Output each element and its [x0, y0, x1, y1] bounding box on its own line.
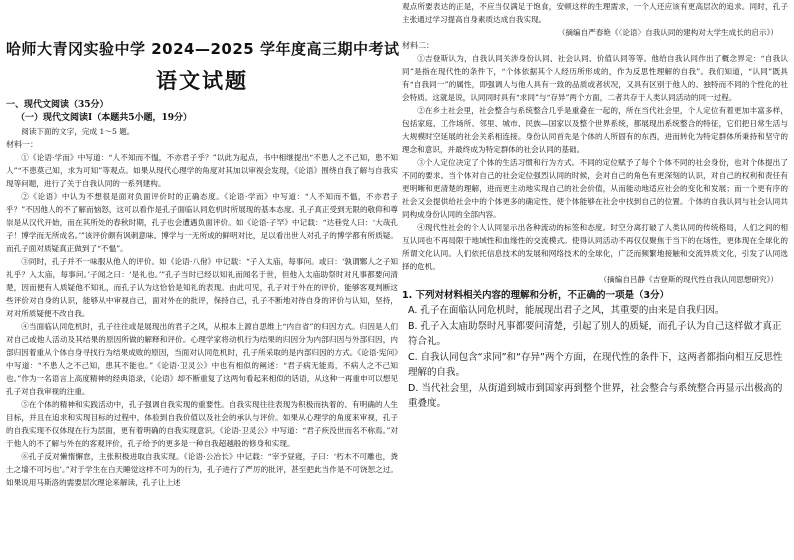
reading-instruction: 阅读下面的文字，完成 1～5 题。: [21, 127, 135, 136]
question-option-c: C. 自我认同包含“求同”和“存异”两个方面，在现代性的条件下，这两者都指向相互反思性理解的自我。: [408, 351, 783, 378]
material-two-source: （摘编自吕静《吉登斯的现代性自我认同思想研究》）: [599, 275, 778, 284]
subject-title: 语文试题: [156, 69, 248, 93]
question-option-a: A. 孔子在面临认同危机时，能展现出君子之风，其重要的由来是自我归因。: [408, 305, 725, 316]
material-one-label: 材料一：: [6, 140, 38, 149]
material-two-paragraph: ①吉登斯认为，自我认同关涉身份认同、社会认同、价值认同等等。他给自我认同作出了概念界定：“自我认同”是指在现代性的条件下，“个体依据其个人经历所形成的，作为反思性理解的自我”。我们知道，“认同”既具有“自我同一”的属性，即强调人与他人具有一致的品质或者状况，又具有区别于他人的、独特而不同的个性化的社会特质。这就是说，认同同时具有“求同”与“存异”两个方面，二者共存于人类认同活动的同一过程。: [402, 54, 788, 102]
section-heading: 一、现代文阅读（35分）: [6, 100, 109, 110]
question-option-d: D. 当代社会里，从街道到城市到国家再到整个世界，社会整合与系统整合再显示出极高的重叠度。: [408, 382, 783, 409]
material-two-paragraph: ②在乡土社会里，社会整合与系统整合几乎是重叠在一起的，所在当代社会里，个人定位有着更加丰富多样，包括家庭、工作场所、邻里、城市、民族—国家以及整个世界系统，都展现出系统整合的特征，它们把日常生活与大规模时空延展的社会关系相连接。身份认同首先是个体的人所固有的东西，进而转化为特定群体所秉持和坚守的理念和意识，并最终成为特定群体的社会认同的基础。: [402, 106, 788, 154]
material-one-paragraph: ②《论语》中认为不想很是面对负面评价时的正确态度。《论语·学而》中写道：“人不知而不愠，不亦君子乎？”不因他人的不了解而恼怒，这可以看作是孔子面临认同危机时所展现的基本态度。孔子真正受到无限的敬仰和尊崇是从汉代开始，而在其所处的春秋时期，孔子也会遭遇负面评价。如《论语·子罕》中记载：“达巷党人曰：‘大哉孔子！博学而无所成名。’”该评价颇有讽刺意味。博学与一无所成的鲜明对比，足以看出世人对孔子的博学都有所质疑。而孔子面对质疑真正做到了“不愠”。: [6, 192, 398, 253]
question-option-b: B. 孔子入太庙助祭时凡事都要问清楚，引起了别人的质疑，而孔子认为自己这样做才真正符合礼。: [408, 320, 782, 347]
exam-title: 哈师大青冈实验中学 2024—2025 学年度高三期中考试: [6, 40, 400, 58]
material-two-paragraph: ④现代性社会的个人认同显示出各种流动的标签和态度。时空分离打破了人类认同的传统格局，人们之间的相互认同也不再局限于地域性和血缘性的交流模式。使得认同活动不再仅仅聚焦于当下的在场性，更体现在全球化的所谓文化认同。人们依托信息技术的发展和网络技术的全球化，广泛而频繁地接触和交流异质文化，引发了认同选择的危机。: [402, 223, 788, 271]
material-one-source: （摘编自严春艳《〈论语〉自我认同的建构对大学生成长的启示》）: [557, 28, 778, 37]
material-one-paragraph: ④当面临认同危机时，孔子往往或是展现出的君子之风，从根本上源自思维上“内自省”的归因方式。归因是人们对自己或他人活动及其结果的原因所做的解释和评价。心理学家将动机行为结果的归因分为内部归因与外部归因，内部归因着重从个体自身寻找行为结果成败的原因，当面对认同危机时，孔子所采取的是内部归因的方式。《论语·宪问》中写道：“不患人之不己知，患其不能也。”《论语·卫灵公》中也有相似的阐述：“君子病无能焉，不病人之不己知也。”作为一名语言上高度精神的经典语录，《论语》却不断重复了这两句看起来相似的话语，从这种一再重申可以想见孔子对自我审视的注重。: [6, 322, 398, 396]
right-column: [402, 0, 788, 412]
left-column: [6, 0, 398, 489]
material-one-paragraph: ③同时，孔子并不一味服从他人的评价。如《论语·八佾》中记载：“子入太庙，每事问。或曰：‘孰谓鄹人之子知礼乎？入太庙，每事问。’子闻之曰：‘是礼也。’”孔子当时已经以知礼而闻名于世，但他入太庙助祭时对凡事都要问清楚，因而便有人质疑他不知礼，而孔子认为这恰恰是知礼的表现。由此可见，孔子对于外在的评价，能够客观判断这些评价对自身的认识，能够从中审视自己，面对外在的批评，保持自己，孔子不断地对待自身的评价与认知，坚持，对对所质疑便不改自我。: [6, 257, 398, 318]
question-stem: 1. 下列对材料相关内容的理解和分析，不正确的一项是（3分）: [402, 290, 670, 301]
material-one-paragraph: ⑤在个体的精神和实践活动中，孔子强调自我实现的重要性。自我实现往往表现为积极而执着的、有明确的人生目标，并且在追求和实现目标的过程中，体验到自我价值以及社会的承认与评价。如果从心理学的角度来审视，孔子的自我实现不仅体现在行为层面，更有着明确的自我实现意识。《论语·卫灵公》中写道：“君子疾没世而名不称焉。”对于他人的不了解与外在的客观评价，孔子给予的更多是一种自我超越般的修身和实现。: [6, 400, 398, 448]
material-two-label: 材料二：: [402, 41, 434, 50]
material-one-paragraph: ①《论语·学而》中写道：“人不知而不愠，不亦君子乎？”以此为起点，书中相继提出“不患人之不己知，患不知人”“不患莫己知，求为可知”等观点。如果从现代心理学的角度对其加以审视会发现，《论语》围绕自我了解与自我实现等问题，进行了关于自我认同的一系列建构。: [6, 153, 398, 188]
material-two-paragraph: ③个人定位决定了个体的生活习惯和行为方式。不同的定位赋予了每个个体不同的社会身份，也对个体提出了不同的要求。当个体对自己的社会定位强烈认同的时候，会对自己的角色有更深刻的认识，对自己的权利和责任有更明晰和更清楚的理解，进而更主动地实现自己的社会价值，从而能动地适应社会的变化和发展；而一个更有序的社会又会提供给社会中的个体更多的确定性，使个体能够在社会中找到自己的位置。个体的自我认同与社会认同共同构成身份认同的全部内容。: [402, 158, 788, 219]
material-one-paragraph: ⑥孔子反对懒惰懈怠，主张积极进取自我实现。《论语·公冶长》中记载：“宰予昼寝，子曰：‘朽木不可雕也，粪土之墙不可圬也’。”对于学生在白天睡觉这样不可为的行为，孔子进行了严厉的批评，甚至把此当作是不可饶恕之过。如果说用马斯洛的需要层次理论来解读，孔子让上述: [6, 452, 398, 487]
material-one-continuation: 观点所要表达的正是，不应当仅满足于饱食，安顿这样的生理需求，一个人还应该有更高层次的追求。同时，孔子主张通过学习提高自身素质达成自我实现。: [402, 2, 788, 24]
subsection-heading: （一）现代文阅读Ⅰ（本题共5小题，19分）: [16, 113, 192, 123]
